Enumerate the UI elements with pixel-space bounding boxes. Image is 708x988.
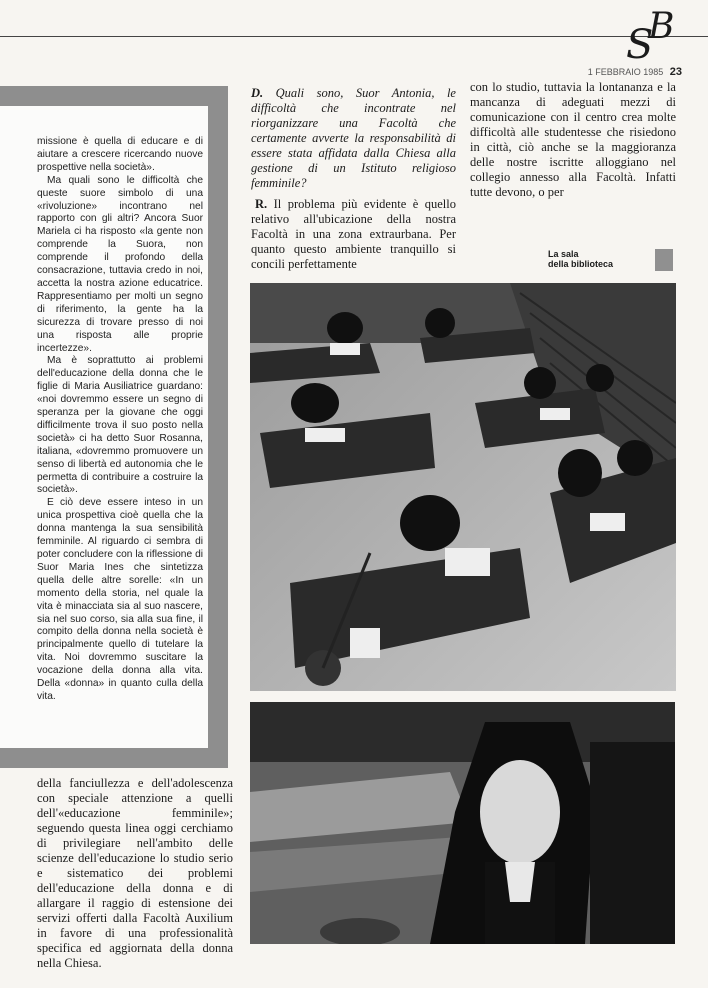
closing-paragraph: della fanciullezza e dell'adolescenza con speciale attenzione a quelli dell'«educazione femminile»; seguendo questa linea oggi cerchiamo di privilegiare nell'ambito delle scienze dell'educazione lo studio serio e sistematico dei problemi dell'educazione della donna e di allargare il raggio di estensione dei servizi offerti dalla Facoltà Auxilium in favore di una professionalità specifica ed aggiornata della donna nella Chiesa. bbox=[37, 776, 233, 970]
continuation-text: con lo studio, tuttavia la lontananza e la mancanza di adeguati mezzi di comunicazione con il centro crea molte difficoltà alle studentesse che risiedono in città, ciò anche se la maggioranza delle nostre iscritte alloggiano nel collegio annesso alla Facoltà. Infatti tutte devono, o per bbox=[470, 80, 676, 199]
answer-text: Il problema più evidente è quello relativo all'ubicazione della nostra Facoltà in una zona extraurbana. Per quanto questo ambiente tranquillo si concili perfettamente bbox=[251, 197, 456, 271]
photo-caption bbox=[548, 249, 613, 269]
magazine-logo bbox=[626, 6, 686, 68]
sidebar-paragraph: missione è quella di educare e di aiutare a crescere ricercando nuove prospettive nella società». bbox=[37, 136, 203, 173]
closing-text bbox=[37, 776, 233, 971]
sidebar-paragraph: Ma è soprattutto ai problemi dell'educazione della donna che le figlie di Maria Ausiliatrice guardano: «noi dovremmo essere un segno di speranza per la giovane che oggi difficilmente trova il suo posto nella società» ci ha detto Suor Rosanna, italiana, «dovremmo promuovere un senso di libertà ed autonomia che le permetta di contribuire a costruire la società». bbox=[37, 355, 203, 496]
header-rule bbox=[0, 36, 708, 37]
caption-line: La sala bbox=[548, 249, 579, 259]
answer-continuation bbox=[470, 80, 676, 200]
sidebar-paragraph: E ciò deve essere inteso in un unica prospettiva cioè quella che la donna mantenga la sua sensibilità femminile. Al riguardo ci sembra di poter concludere con la riflessione di Suor Maria Ines che sintetizza quella delle altre sorelle: «In un momento della storia, nel quale la vita è minacciata sia al suo nascere, sia nel suo corso, sia alla sua fine, il compito della donna nella società è principalmente quello di tutelare la vita. Noi dovremmo suscitare la vocazione della donna alla vita. Della «donna» in quanto culla della vita. bbox=[37, 497, 203, 702]
logo-letter-b: B bbox=[648, 6, 675, 47]
answer-label: R. bbox=[255, 197, 268, 211]
interview-answer bbox=[251, 197, 456, 272]
issue-date bbox=[582, 66, 682, 78]
issue-date-text: 1 FEBBRAIO 1985 bbox=[587, 67, 664, 77]
page-number: 23 bbox=[669, 66, 682, 78]
nun-reading-photo bbox=[250, 702, 675, 944]
interview-question bbox=[251, 86, 456, 191]
caption-marker bbox=[655, 249, 673, 271]
caption-line: della biblioteca bbox=[548, 259, 614, 269]
library-photo bbox=[250, 283, 676, 691]
sidebar-text bbox=[37, 136, 203, 704]
interview-column bbox=[251, 86, 456, 272]
logo-letter-s: S bbox=[626, 22, 654, 68]
sidebar-paragraph: Ma quali sono le difficoltà che queste suore simbolo di una «rivoluzione» incontrano nel rapporto con gli altri? Ancora Suor Mariela ci ha risposto «la gente non comprende la Suora, non comprende il profondo della consacrazione, tuttavia credo in noi, accetta la nostra azione educatrice. Rappresentiamo per molti un segno di riferimento, la gente ha la sicurezza di trovare presso di noi una risposta alle proprie incertezze». bbox=[37, 174, 203, 354]
question-label: D. bbox=[251, 86, 264, 100]
question-text: Quali sono, Suor Antonia, le difficoltà che incontrate nel riorganizzare una Facoltà che certamente avverte la responsabilità di essere stata affidata dalla Chiesa alla gestione di un Istituto religioso femminile? bbox=[251, 86, 456, 190]
